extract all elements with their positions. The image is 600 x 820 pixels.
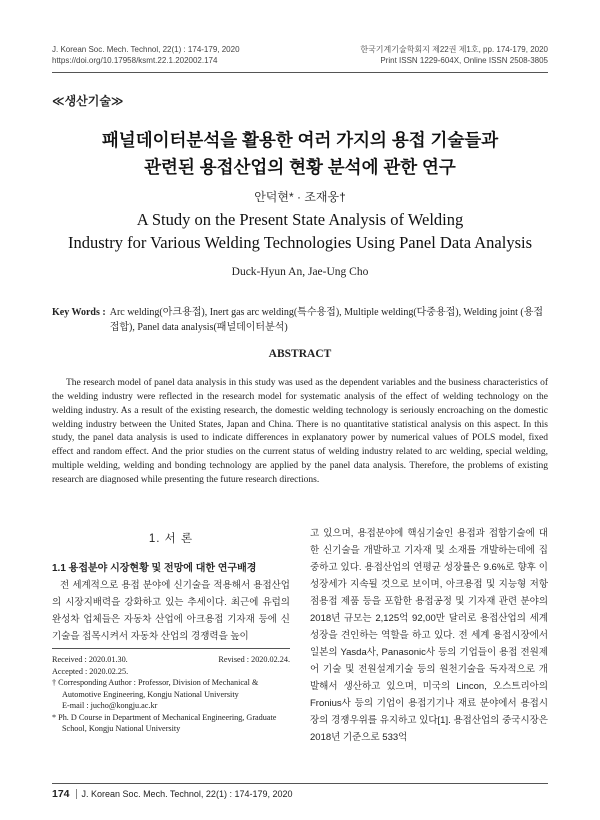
intro-paragraph-continued: 고 있으며, 용접분야에 핵심기술인 용접과 접합기술에 대한 신기술을 개발하고 기자재 및 소재를 개발하는데에 집중하고 있다. 용접산업의 연평균 성장률은 9.6%로 향후 이 성장세가 지속될 것으로 보이며, 아크용접 및 지능형 저항 점용접 제품 등을 포함한 용접공정 및 기자재 관련 분야의 2018년 규모는 2,125억 92,00만 달러로 용접산업의 세계 성장을 견인하는 역할을 하고 있다. 전 세계 용접시장에서 일본의 Yasda사, Panasonic사 등의 기업들이 용접 전원제어 기술 및 전원설계기술 등의 원천기술을 독자적으로 개발해서 생산하고 있으며, 미국의 Lincon, 오스트리아의 Fronius사 등의 기업이 용접기기나 재료 분야에서 용접시장의 경쟁우위를 유지하고 있다[1]. 용접산업의 중국시장은 2018년 기준으로 533억 [310, 528, 548, 743]
doi-link[interactable]: https://doi.org/10.17958/ksmt.22.1.202002.174 [52, 56, 218, 65]
authors-english: Duck-Hyun An, Jae-Ung Cho [231, 266, 369, 278]
title-english-line-1: A Study on the Present State Analysis of Welding [136, 210, 464, 229]
title-korean-line-2: 관련된 용접산업의 현황 분석에 관한 연구 [144, 157, 456, 177]
subsection-1-1-heading: 1.1 용접분야 시장현황 및 전망에 대한 연구배경 [52, 563, 257, 574]
phd-note: * Ph. D Course in Department of Mechanical Engineering, Graduate School, Kongju National University [52, 712, 277, 733]
title-korean-line-1: 패널데이터분석을 활용한 여러 가지의 용접 기술들과 [101, 130, 499, 150]
accepted-date: Accepted : 2020.02.25. [52, 666, 129, 676]
issn-info: Print ISSN 1229-604X, Online ISSN 2508-3805 [380, 56, 548, 65]
corresponding-author-note: † Corresponding Author : Professor, Division of Mechanical & Automotive Engineering, Kongju National University [52, 678, 259, 699]
revised-date: Revised : 2020.02.24. [218, 655, 290, 664]
title-english [20, 208, 580, 254]
running-footer [52, 788, 293, 800]
abstract-heading: ABSTRACT [268, 348, 332, 360]
intro-paragraph: 전 세계적으로 용접 분야에 신기술을 적용해서 용접산업의 시장지배력을 강화하고 있는 추세이다. 최근에 유럽의 완성차 업체들은 자동차 산업에 아크용접 기자재 등에 신기술을 접목시켜서 자동차 산업의 경쟁력을 높이 [52, 580, 290, 642]
keywords-text: Arc welding(아크용접), Inert gas arc welding(특수용접), Multiple welding(다중용접), Welding joint (용접 접합), Panel data analysis(패널데이터분석) [109, 307, 544, 333]
journal-citation-ko: 한국기계기술학회지 제22권 제1호, pp. 174-179, 2020 [360, 45, 548, 54]
header-divider [52, 72, 548, 73]
journal-citation-en: J. Korean Soc. Mech. Technol, 22(1) : 174-179, 2020 [52, 45, 240, 54]
footnote-divider [52, 648, 290, 649]
page-number: 174 [52, 788, 70, 800]
keywords-label: Key Words : [52, 307, 106, 318]
title-korean [30, 127, 570, 181]
received-date: Received : 2020.01.30. [52, 655, 128, 664]
keywords [52, 305, 548, 335]
footer-citation: J. Korean Soc. Mech. Technol, 22(1) : 174-179, 2020 [81, 789, 293, 799]
abstract-body: The research model of panel data analysis in this study was used as the dependent variables and the business characteristics of the welding industry were reflected in the research model for systematic analysis of the effect of welding technology on the welding industry. As a result of the existing research, the domestic welding technology is seriously encroaching on the domestic welding industry between the United States, Japan and China. There is no quantitative statistical analysis on this aspect. In this study, the panel data analysis is used to indicate differences in explanatory power by numerical values of POLS model, fixed effect and random effect. And the prior studies on the current status of welding industry related to arc welding, special welding, multiple welding, welding and bonding technology are applied by the panel data analysis. Therefore, the problems of existing research are diagnosed while presenting the future research directions. [52, 378, 548, 485]
authors-korean: 안덕현* · 조재웅† [254, 190, 346, 204]
footer-divider [52, 783, 548, 784]
section-1-heading: 1. 서 론 [148, 533, 194, 545]
email-note: E-mail : jucho@kongju.ac.kr [62, 701, 158, 710]
right-column [310, 525, 548, 746]
section-tag: ≪생산기술≫ [52, 94, 124, 108]
footnotes [52, 654, 290, 735]
footer-separator [76, 789, 77, 799]
left-column [52, 525, 290, 645]
running-header [52, 44, 548, 66]
title-english-line-2: Industry for Various Welding Technologies Using Panel Data Analysis [67, 233, 533, 252]
